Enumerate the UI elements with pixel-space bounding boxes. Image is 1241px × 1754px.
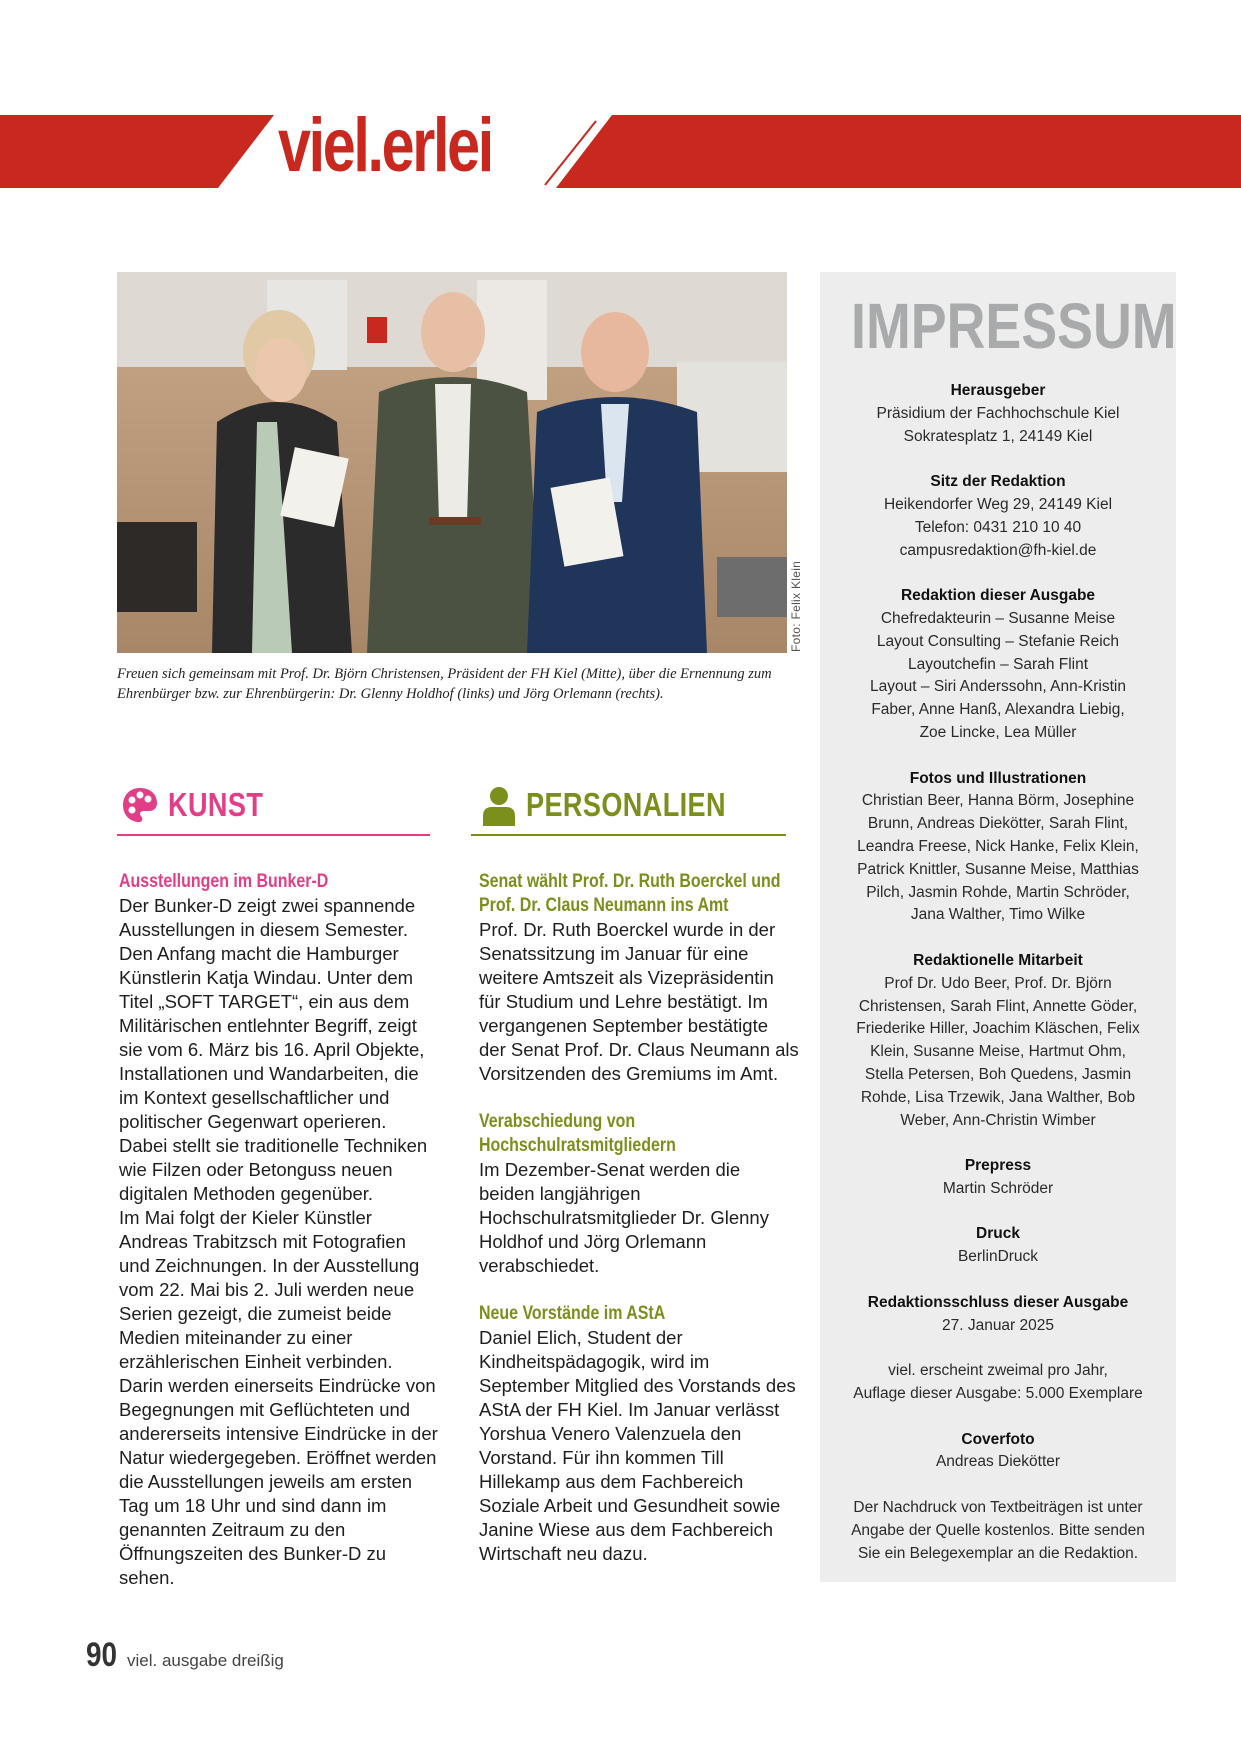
- article: [479, 1110, 799, 1278]
- article-title: Senat wählt Prof. Dr. Ruth Boerckel und Prof. Dr. Claus Neumann ins Amt: [479, 871, 781, 916]
- impressum-line: Angabe der Quelle kostenlos. Bitte senden: [851, 1521, 1145, 1539]
- impressum-line: Sokratesplatz 1, 24149 Kiel: [903, 427, 1093, 445]
- impressum-line: Christensen, Sarah Flint, Annette Göder,: [858, 997, 1138, 1015]
- impressum-section: [820, 585, 1176, 745]
- section-title: viel.erlei: [278, 103, 492, 188]
- impressum-section-heading: Redaktionsschluss dieser Ausgabe: [867, 1293, 1129, 1311]
- page-footer-text: viel. ausgabe dreißig: [127, 1651, 284, 1670]
- impressum-line: Jana Walther, Timo Wilke: [910, 906, 1086, 924]
- impressum-line: Friederike Hiller, Joachim Kläschen, Felix: [856, 1020, 1140, 1038]
- impressum-line: Präsidium der Fachhochschule Kiel: [876, 404, 1120, 422]
- personalien-label: PERSONALIEN: [526, 786, 726, 823]
- impressum-section: [820, 380, 1176, 448]
- impressum-section: [820, 1155, 1176, 1201]
- kunst-label: KUNST: [168, 786, 264, 823]
- impressum-line: viel. erscheint zweimal pro Jahr,: [888, 1362, 1108, 1380]
- impressum-line: Weber, Ann-Christin Wimber: [900, 1111, 1096, 1129]
- impressum-list: [820, 380, 1176, 1588]
- article-title: Neue Vorstände im AStA: [479, 1303, 666, 1324]
- impressum-line: Faber, Anne Hanß, Alexandra Liebig,: [871, 701, 1125, 719]
- impressum-section: [820, 950, 1176, 1132]
- article: [479, 870, 799, 1086]
- group-photo: [117, 272, 787, 653]
- article-body: Prof. Dr. Ruth Boerckel wurde in der Senatssitzung im Januar für eine weitere Amtszeit als Vizepräsidentin für Studium und Lehre bestätigt. Im vergangenen September bestätigte der Senat Prof. Dr. Claus Neumann als Vorsitzenden des Gremiums im Amt.: [479, 919, 799, 1084]
- impressum-title: [820, 290, 1177, 362]
- person-icon: [481, 786, 517, 826]
- impressum-line: Telefon: 0431 210 10 40: [914, 518, 1082, 536]
- impressum-line: Patrick Knittler, Susanne Meise, Matthias: [857, 860, 1139, 878]
- article-body: Im Dezember-Senat werden die beiden langjährigen Hochschulratsmitglieder Dr. Glenny Holdhof und Jörg Orlemann verabschiedet.: [479, 1159, 769, 1276]
- impressum-line: Layout Consulting – Stefanie Reich: [876, 632, 1120, 650]
- impressum-section: [820, 471, 1176, 562]
- kunst-rule: [117, 834, 430, 836]
- impressum-line: Auflage dieser Ausgabe: 5.000 Exemplare: [853, 1385, 1143, 1403]
- page-number: 90: [86, 1636, 118, 1674]
- impressum-line: Martin Schröder: [942, 1179, 1054, 1197]
- kunst-column: [119, 870, 439, 1614]
- impressum-section-heading: Druck: [976, 1225, 1020, 1243]
- impressum-line: Stella Petersen, Boh Quedens, Jasmin: [864, 1065, 1132, 1083]
- impressum-line: Andreas Diekötter: [935, 1453, 1061, 1471]
- photo-credit: Foto: Felix Klein: [789, 560, 803, 652]
- impressum-section: [820, 1360, 1176, 1406]
- impressum-line: campusredaktion@fh-kiel.de: [899, 541, 1097, 559]
- impressum-section: [820, 768, 1176, 928]
- impressum-section-heading: Herausgeber: [950, 382, 1046, 399]
- personalien-rule: [471, 834, 786, 836]
- personalien-column: [479, 870, 799, 1590]
- impressum-line: 27. Januar 2025: [941, 1316, 1055, 1334]
- impressum-line: Layoutchefin – Sarah Flint: [907, 655, 1089, 673]
- article-body: Daniel Elich, Student der Kindheitspädagogik, wird im September Mitglied des Vorstands des AStA der FH Kiel. Im Januar verlässt Yorshua Venero Valenzuela den Vorstand. Für ihn kommen Till Hillekamp aus dem Fachbereich Soziale Arbeit und Gesundheit sowie Janine Wiese aus dem Fachbereich Wirtschaft neu dazu.: [479, 1327, 796, 1564]
- impressum-line: Heikendorfer Weg 29, 24149 Kiel: [883, 495, 1113, 513]
- kunst-heading: [117, 776, 430, 836]
- personalien-heading: [471, 776, 786, 836]
- article: [479, 1302, 799, 1566]
- header-band: [0, 115, 1241, 188]
- impressum-line: Zoe Lincke, Lea Müller: [919, 723, 1077, 741]
- photo-caption: Freuen sich gemeinsam mit Prof. Dr. Björn Christensen, Präsident der FH Kiel (Mitte), über die Ernennung zum Ehrenbürger bzw. zur Ehrenbürgerin: Dr. Glenny Holdhof (links) und Jörg Orlemann (rechts).: [117, 666, 772, 702]
- impressum-line: Der Nachdruck von Textbeiträgen ist unter: [853, 1499, 1143, 1517]
- impressum-line: Sie ein Belegexemplar an die Redaktion.: [857, 1544, 1139, 1562]
- impressum-section: [820, 1223, 1176, 1269]
- impressum-line: Pilch, Jasmin Rohde, Martin Schröder,: [866, 883, 1130, 901]
- impressum-section-heading: Redaktion dieser Ausgabe: [900, 587, 1096, 605]
- article: [119, 870, 439, 1590]
- impressum-section-heading: Sitz der Redaktion: [930, 473, 1066, 491]
- impressum-line: Layout – Siri Anderssohn, Ann-Kristin: [870, 678, 1126, 696]
- impressum-section: [820, 1429, 1176, 1475]
- impressum-line: Prof Dr. Udo Beer, Prof. Dr. Björn: [884, 974, 1112, 992]
- article-body: Der Bunker-D zeigt zwei spannende Ausstellungen in diesem Semester. Den Anfang macht die Hamburger Künstlerin Katja Windau. Unter dem Titel „SOFT TARGET“, ein aus dem Militärischen entlehnter Begriff, zeigt sie vom 6. März bis 16. April Objekte, Installationen und Wandarbeiten, die im Kontext gesellschaftlicher und politischer Gegenwart operieren. Dabei stellt sie traditionelle Techniken wie Filzen oder Betonguss neuen digitalen Methoden gegenüber. Im Mai folgt der Kieler Künstler Andreas Trabitzsch mit Fotografien und Zeichnungen. In der Ausstellung vom 22. Mai bis 2. Juli werden neue Serien gezeigt, die zumeist beide Medien miteinander zu einer erzählerischen Einheit verbinden. Darin werden einerseits Eindrücke von Begegnungen mit Geflüchteten und andererseits intensive Eindrücke in der Natur wiedergegeben. Eröffnet werden die Ausstellungen jeweils am ersten Tag um 18 Uhr und sind dann im genannten Zeitraum zu den Öffnungszeiten des Bunker-D zu sehen.: [119, 895, 438, 1588]
- impressum-box: [820, 272, 1176, 1582]
- impressum-section: [820, 1292, 1176, 1338]
- impressum-line: Rohde, Lisa Trzewik, Jana Walther, Bob: [860, 1088, 1136, 1106]
- impressum-line: Chefredakteurin – Susanne Meise: [880, 609, 1116, 627]
- impressum-section-heading: Prepress: [964, 1157, 1032, 1175]
- impressum-line: Brunn, Andreas Diekötter, Sarah Flint,: [867, 815, 1129, 833]
- palette-icon: [121, 786, 159, 824]
- impressum-section: [820, 1497, 1176, 1565]
- article-title: Verabschiedung von Hochschulratsmitgliedern: [479, 1111, 676, 1156]
- impressum-section-heading: Fotos und Illustrationen: [909, 769, 1087, 787]
- impressum-section-heading: Coverfoto: [961, 1430, 1035, 1448]
- impressum-line: Christian Beer, Hanna Börm, Josephine: [861, 792, 1135, 810]
- impressum-line: BerlinDruck: [957, 1248, 1039, 1266]
- impressum-section-heading: Redaktionelle Mitarbeit: [913, 951, 1083, 969]
- impressum-line: Leandra Freese, Nick Hanke, Felix Klein,: [857, 837, 1139, 855]
- impressum-title-text: IMPRESSUM: [851, 290, 1177, 362]
- article-title: Ausstellungen im Bunker-D: [119, 871, 329, 892]
- impressum-line: Klein, Susanne Meise, Hartmut Ohm,: [870, 1043, 1126, 1061]
